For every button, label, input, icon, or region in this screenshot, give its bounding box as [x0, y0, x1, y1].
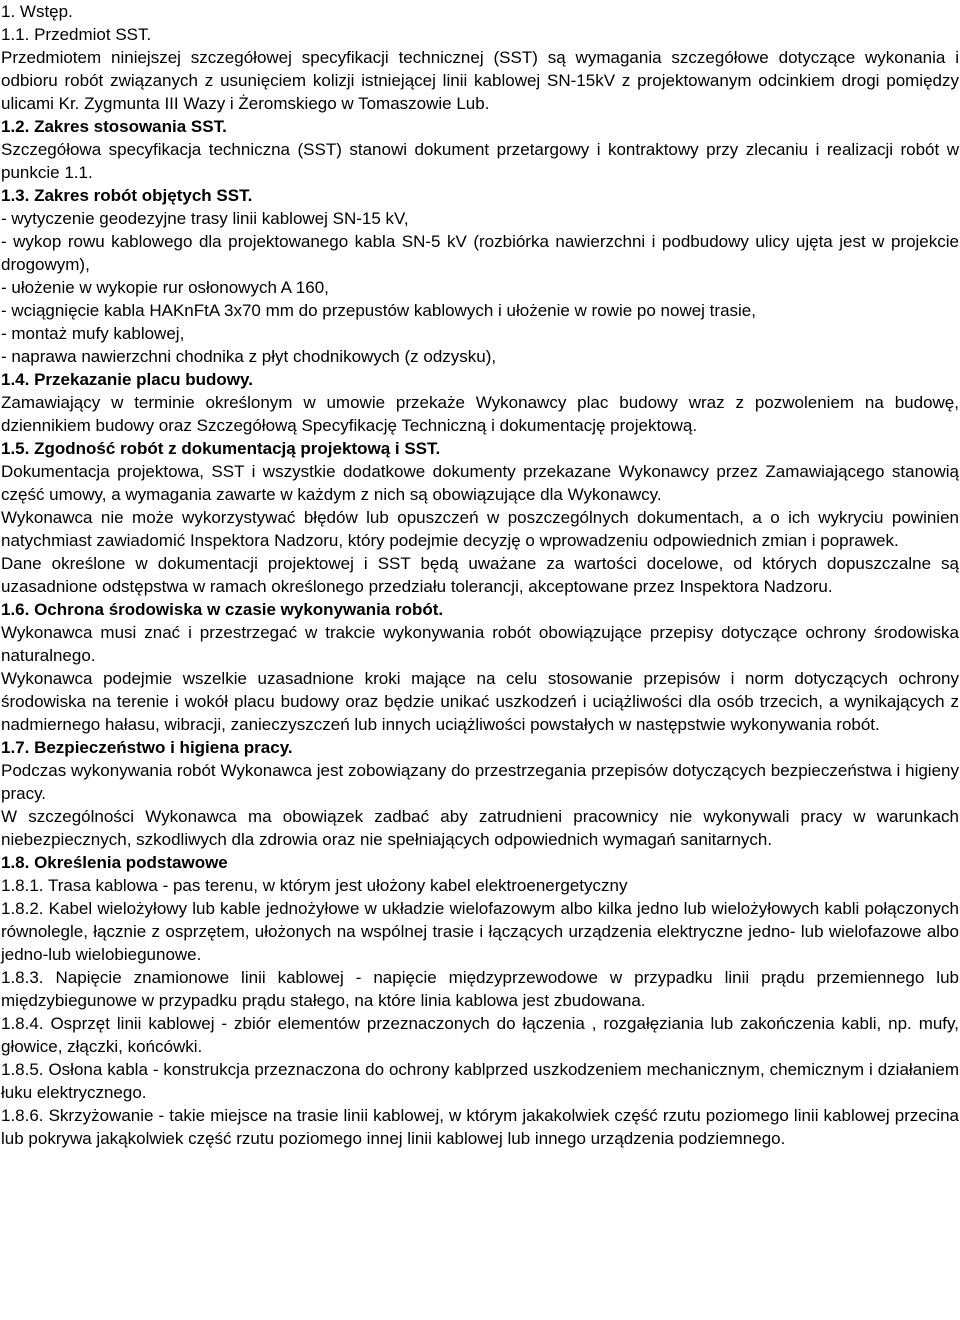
section-1-2-heading: 1.2. Zakres stosowania SST. — [1, 117, 227, 136]
paragraph-compliance-1: Dokumentacja projektowa, SST i wszystkie dodatkowe dokumenty przekazane Wykonawcy przez Zamawiającego stanowią część umowy, a wymagania zawarte w każdym z nich są obowiązujące dla Wykonawcy. — [1, 462, 959, 504]
definition-1-8-1: 1.8.1. Trasa kablowa - pas terenu, w którym jest ułożony kabel elektroenergetyczny — [1, 876, 628, 895]
section-1-6-heading: 1.6. Ochrona środowiska w czasie wykonywania robót. — [1, 600, 444, 619]
paragraph-scope-of-use: Szczegółowa specyfikacja techniczna (SST) stanowi dokument przetargowy i kontraktowy przy zlecaniu i realizacji robót w punkcie 1.1. — [1, 140, 959, 182]
paragraph-environment-1: Wykonawca musi znać i przestrzegać w trakcie wykonywania robót obowiązujące przepisy dotyczące ochrony środowiska naturalnego. — [1, 623, 959, 665]
work-item-trench: - wykop rowu kablowego dla projektowanego kabla SN-5 kV (rozbiórka nawierzchni i podbudowy ulicy ujęta jest w projekcie drogowym), — [1, 232, 959, 274]
paragraph-site-handover: Zamawiający w terminie określonym w umowie przekaże Wykonawcy plac budowy wraz z pozwoleniem na budowę, dziennikiem budowy oraz Szczegółową Specyfikację Techniczną i dokumentację projektową. — [1, 393, 959, 435]
section-1-5-heading: 1.5. Zgodność robót z dokumentacją projektową i SST. — [1, 439, 441, 458]
paragraph-safety-2: W szczególności Wykonawca ma obowiązek zadbać aby zatrudnieni pracownicy nie wykonywali pracy w warunkach niebezpiecznych, szkodliwych dla zdrowia oraz nie spełniających odpowiednich wymagań sanitarnych. — [1, 807, 959, 849]
definition-1-8-2: 1.8.2. Kabel wielożyłowy lub kable jednożyłowe w układzie wielofazowym albo kilka jedno lub wielożyłowych kabli połączonych równolegle, łącznie z osprzętem, ułożonych na wspólnej trasie i łączących urządzenia elektryczne jedno- lub wielofazowe albo jedno-lub wielobiegunowe. — [1, 899, 959, 964]
section-1-7-heading: 1.7. Bezpieczeństwo i higiena pracy. — [1, 738, 293, 757]
paragraph-environment-2: Wykonawca podejmie wszelkie uzasadnione kroki mające na celu stosowanie przepisów i norm dotyczących ochrony środowiska na terenie i wokół placu budowy oraz będzie unikać uszkodzeń i uciążliwości dla osób trzecich, a wynikających z nadmiernego hałasu, wibracji, zanieczyszczeń lub innych uciążliwości powstałych w następstwie wykonywania robót. — [1, 669, 959, 734]
work-item-pavement: - naprawa nawierzchni chodnika z płyt chodnikowych (z odzysku), — [1, 347, 497, 366]
definition-1-8-6: 1.8.6. Skrzyżowanie - takie miejsce na trasie linii kablowej, w którym jakakolwiek część rzutu poziomego linii kablowej przecina lub pokrywa jakąkolwiek część rzutu poziomego innej linii kablowej lub innego urządzenia podziemnego. — [1, 1106, 959, 1148]
section-1-8-heading: 1.8. Określenia podstawowe — [1, 853, 228, 872]
section-1-1-heading: 1.1. Przedmiot SST. — [1, 25, 152, 44]
paragraph-compliance-2: Wykonawca nie może wykorzystywać błędów lub opuszczeń w poszczególnych dokumentach, a o ich wykryciu powinien natychmiast zawiadomić Inspektora Nadzoru, który podejmie decyzję o wprowadzeniu odpowiednich zmian i poprawek. — [1, 508, 959, 550]
work-item-pipes: - ułożenie w wykopie rur osłonowych A 160, — [1, 278, 329, 297]
paragraph-compliance-3: Dane określone w dokumentacji projektowej i SST będą uważane za wartości docelowe, od których dopuszczalne są uzasadnione odstępstwa w ramach określonego przedziału tolerancji, akceptowane przez Inspektora Nadzoru. — [1, 554, 959, 596]
work-item-joint: - montaż mufy kablowej, — [1, 324, 185, 343]
definition-1-8-4: 1.8.4. Osprzęt linii kablowej - zbiór elementów przeznaczonych do łączenia , rozgałęziania lub zakończenia kabli, np. mufy, głowice, złączki, końcówki. — [1, 1014, 959, 1056]
section-1-heading: 1. Wstęp. — [1, 2, 73, 21]
definition-1-8-3: 1.8.3. Napięcie znamionowe linii kablowej - napięcie międzyprzewodowe w przypadku linii prądu przemiennego lub międzybiegunowe w przypadku prądu stałego, na które linia kablowa jest zbudowana. — [1, 968, 959, 1010]
work-item-survey: - wytyczenie geodezyjne trasy linii kablowej SN-15 kV, — [1, 209, 409, 228]
section-1-3-heading: 1.3. Zakres robót objętych SST. — [1, 186, 253, 205]
work-item-cable-pulling: - wciągnięcie kabla HAKnFtA 3x70 mm do przepustów kablowych i ułożenie w rowie po nowej trasie, — [1, 301, 756, 320]
section-1-4-heading: 1.4. Przekazanie placu budowy. — [1, 370, 253, 389]
paragraph-safety-1: Podczas wykonywania robót Wykonawca jest zobowiązany do przestrzegania przepisów dotyczących bezpieczeństwa i higieny pracy. — [1, 761, 959, 803]
definition-1-8-5: 1.8.5. Osłona kabla - konstrukcja przeznaczona do ochrony kablprzed uszkodzeniem mechanicznym, chemicznym i działaniem łuku elektrycznego. — [1, 1060, 959, 1102]
paragraph-subject: Przedmiotem niniejszej szczegółowej specyfikacji technicznej (SST) są wymagania szczegółowe dotyczące wykonania i odbioru robót związanych z usunięciem kolizji istniejącej linii kablowej SN-15kV z projektowanym odcinkiem drogi pomiędzy ulicami Kr. Zygmunta III Wazy i Żeromskiego w Tomaszowie Lub. — [1, 48, 959, 113]
